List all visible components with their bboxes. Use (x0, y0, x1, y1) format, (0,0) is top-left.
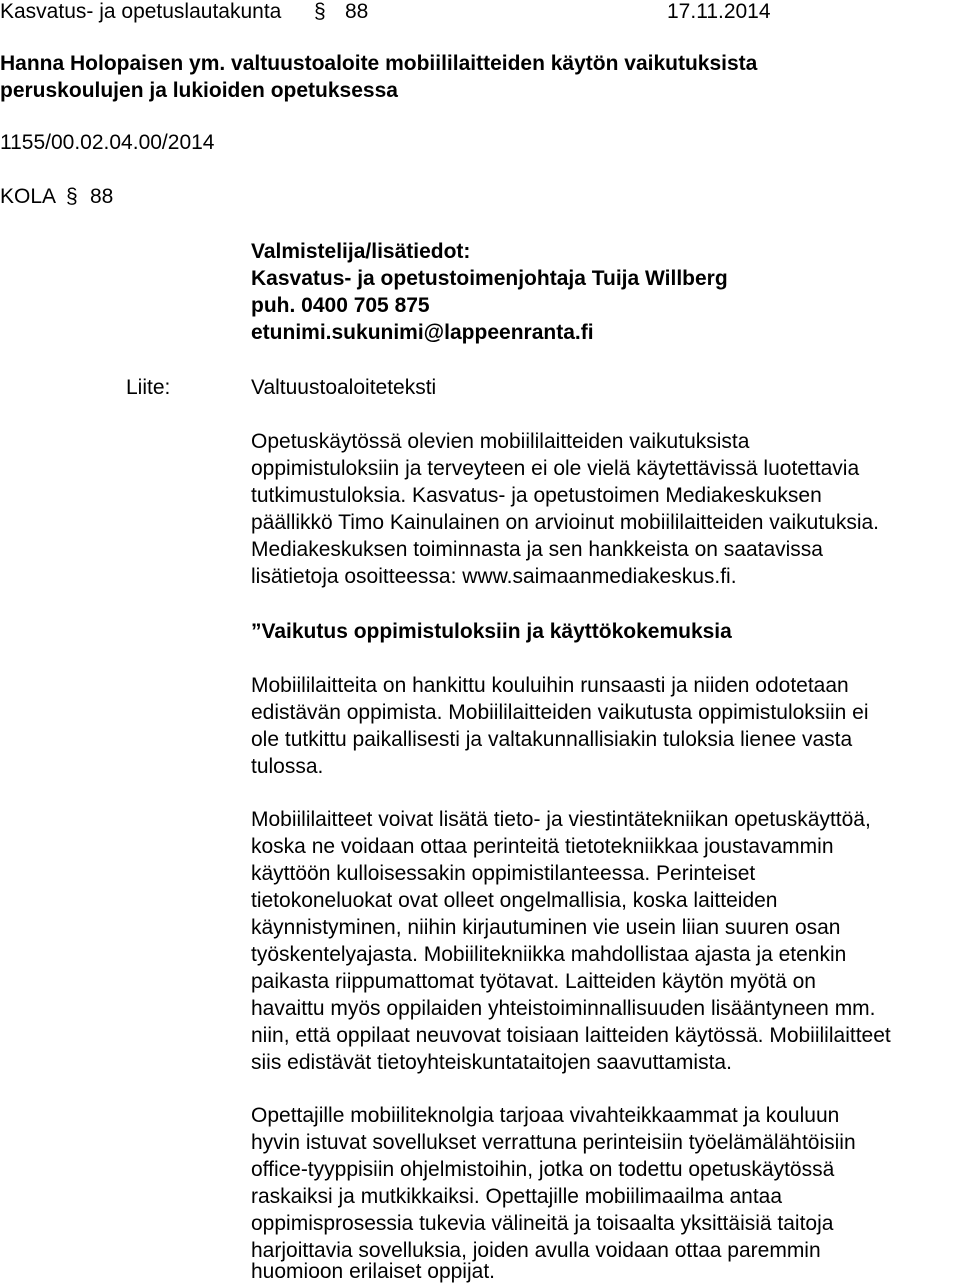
preparer-name: Kasvatus- ja opetustoimenjohtaja Tuija Willberg (251, 267, 728, 290)
kola-number: 88 (90, 185, 114, 208)
document-title-line1: Hanna Holopaisen ym. valtuustoaloite mobiililaitteiden käytön vaikutuksista (0, 52, 758, 75)
section-symbol-icon: § (314, 0, 326, 23)
paragraph-line: Opettajille mobiiliteknolgia tarjoaa vivahteikkaammat ja kouluun (251, 1104, 840, 1127)
paragraph-line: tietokoneluokat ovat olleet ongelmallisia, koska laitteiden (251, 889, 778, 912)
paragraph-line: päällikkö Timo Kainulainen on arvioinut mobiililaitteiden vaikutuksia. (251, 511, 880, 534)
paragraph-line: Opetuskäytössä olevien mobiililaitteiden vaikutuksista (251, 430, 750, 453)
paragraph-line: havaittu myös oppilaiden yhteistoiminnallisuuden lisääntyneen mm. (251, 997, 876, 1020)
committee-name: Kasvatus- ja opetuslautakunta (0, 0, 282, 23)
paragraph-line: hyvin istuvat sovellukset verrattuna perinteisiin työelämälähtöisiin (251, 1131, 856, 1154)
paragraph-line: oppimistuloksiin ja terveyteen ei ole vielä käytettävissä luotettavia (251, 457, 860, 480)
preparer-heading: Valmistelija/lisätiedot: (251, 240, 471, 263)
paragraph-line: työskentelyajasta. Mobiilitekniikka mahdollistaa ajasta ja etenkin (251, 943, 847, 966)
paragraph-line: edistävän oppimista. Mobiililaitteiden vaikutusta oppimistuloksiin ei (251, 701, 869, 724)
paragraph-line: siis edistävät tietoyhteiskuntataitojen saavuttamista. (251, 1051, 732, 1074)
paragraph-line: tutkimustuloksia. Kasvatus- ja opetustoimen Mediakeskuksen (251, 484, 822, 507)
kola-label: KOLA (0, 185, 57, 208)
paragraph-line: raskaiksi ja mutkikkaiksi. Opettajille mobiilimaailma antaa (251, 1185, 783, 1208)
kola-section-symbol-icon: § (66, 185, 78, 208)
attachment-label: Liite: (126, 376, 171, 399)
paragraph-line: office-tyyppisiin ohjelmistoihin, jotka on todettu opetuskäytössä (251, 1158, 835, 1181)
preparer-phone: puh. 0400 705 875 (251, 294, 430, 317)
attachment-value: Valtuustoaloiteteksti (251, 376, 437, 399)
paragraph-line: käyttöön kulloisessakin oppimistilanteessa. Perinteiset (251, 862, 756, 885)
document-title-line2: peruskoulujen ja lukioiden opetuksessa (0, 79, 398, 102)
paragraph-line: niin, että oppilaat neuvovat toisiaan laitteiden käytössä. Mobiililaitteet (251, 1024, 891, 1047)
paragraph-line: oppimisprosessia tukevia välineitä ja toisaalta yksittäisiä taitoja (251, 1212, 834, 1235)
paragraph-line: Mobiililaitteita on hankittu kouluihin runsaasti ja niiden odotetaan (251, 674, 849, 697)
paragraph-line: paikasta riippumattomat työtavat. Laitteiden käytön myötä on (251, 970, 816, 993)
paragraph-line: lisätietoja osoitteessa: www.saimaanmediakeskus.fi. (251, 565, 737, 588)
paragraph-line: ole tutkittu paikallisesti ja valtakunnallisiakin tuloksia lienee vasta (251, 728, 853, 751)
record-number: 1155/00.02.04.00/2014 (0, 131, 215, 154)
paragraph-line: koska ne voidaan ottaa perinteitä tietotekniikkaa joustavammin (251, 835, 834, 858)
section-number: 88 (345, 0, 369, 23)
paragraph-line: harjoittavia sovelluksia, joiden avulla voidaan ottaa paremmin (251, 1239, 821, 1262)
paragraph-line: käynnistyminen, niihin kirjautuminen vie usein liian suuren osan (251, 916, 841, 939)
paragraph-line: tulossa. (251, 755, 324, 778)
preparer-email: etunimi.sukunimi@lappeenranta.fi (251, 321, 594, 344)
paragraph-line: Mediakeskuksen toiminnasta ja sen hankkeista on saatavissa (251, 538, 823, 561)
paragraph-line: huomioon erilaiset oppijat. (251, 1260, 495, 1283)
section-subheading: ”Vaikutus oppimistuloksiin ja käyttökokemuksia (251, 620, 732, 643)
paragraph-line: Mobiililaitteet voivat lisätä tieto- ja viestintätekniikan opetuskäyttöä, (251, 808, 871, 831)
meeting-date: 17.11.2014 (667, 0, 771, 23)
